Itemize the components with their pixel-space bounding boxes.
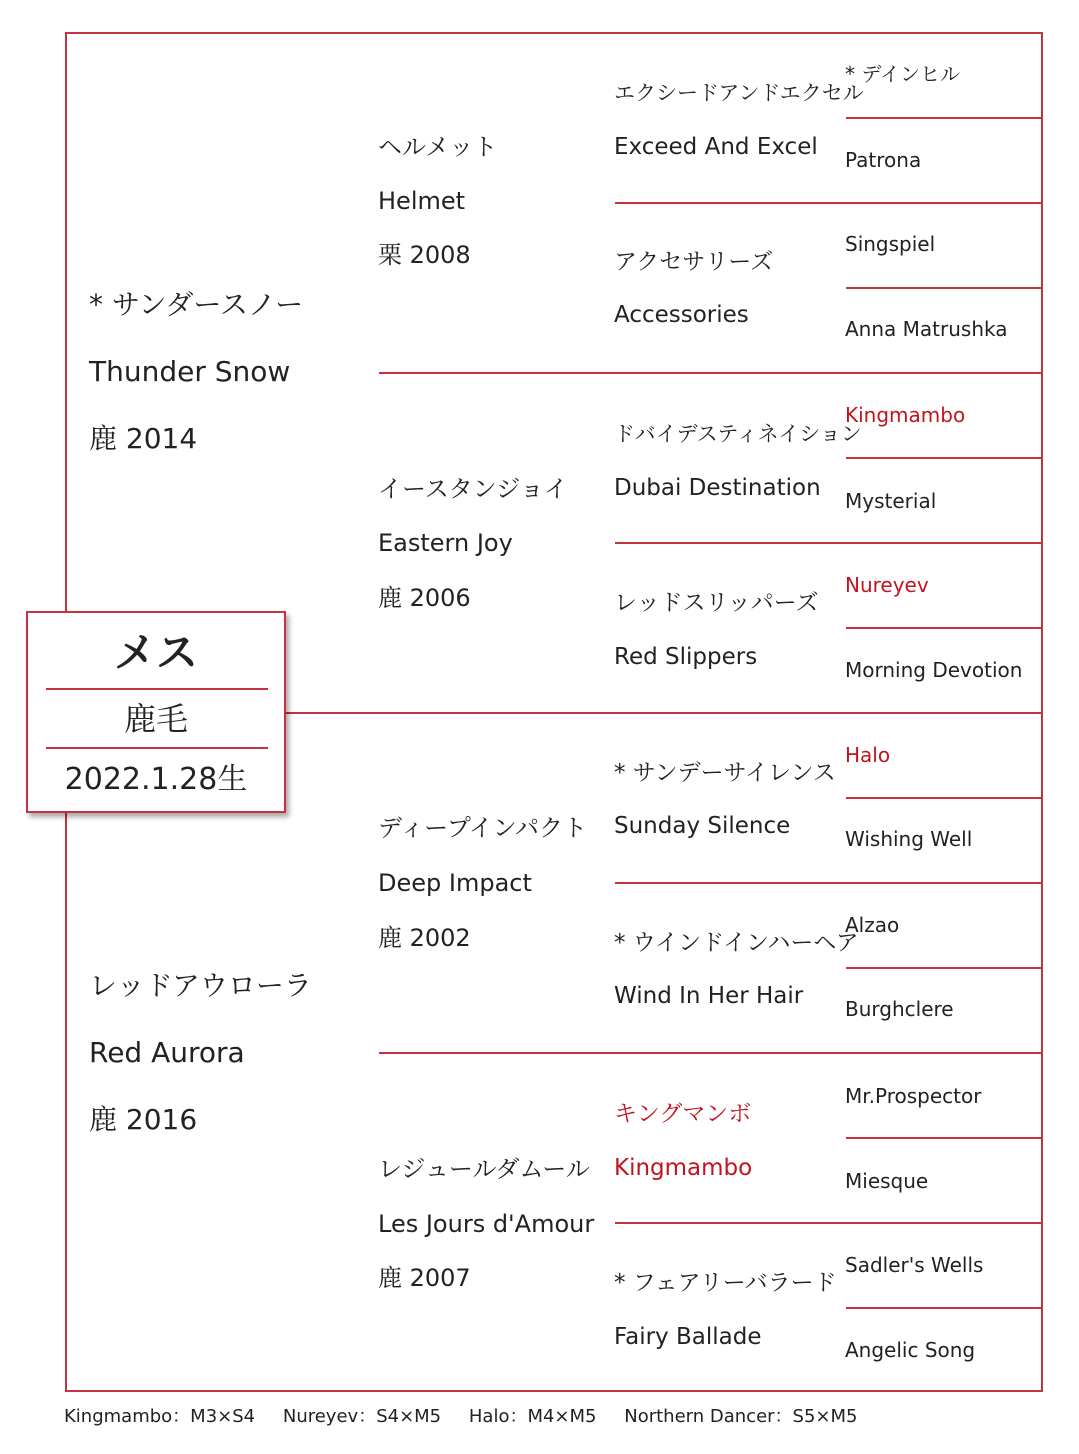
divider-gen3-3 bbox=[615, 882, 1043, 884]
gen4-15: Sadler's Wells bbox=[845, 1253, 984, 1277]
sire-sire-kana: ヘルメット bbox=[378, 133, 498, 161]
divider-gen2-top bbox=[379, 372, 1043, 374]
horse-coat: 鹿毛 bbox=[123, 700, 188, 738]
gen3-5-kana: * サンデーサイレンス bbox=[614, 760, 836, 786]
horse-box-divider-1 bbox=[46, 688, 268, 690]
gen4-12: Burghclere bbox=[845, 997, 954, 1021]
gen3-6-name: Wind In Her Hair bbox=[614, 983, 804, 1009]
sire-kana: * サンダースノー bbox=[89, 288, 304, 321]
gen4-3: Singspiel bbox=[845, 232, 936, 256]
inbreeding-northern-dancer: Northern Dancer：S5×M5 bbox=[624, 1406, 858, 1427]
divider-gen4-6 bbox=[846, 967, 1043, 969]
gen3-1-kana: エクシードアンドエクセル bbox=[614, 81, 864, 105]
dam-dam-info: 鹿 2007 bbox=[378, 1264, 471, 1292]
gen3-2-kana: アクセサリーズ bbox=[614, 249, 774, 275]
horse-birth: 2022.1.28生 bbox=[64, 762, 248, 797]
dam-sire-kana: ディープインパクト bbox=[378, 814, 588, 842]
gen3-5-name: Sunday Silence bbox=[614, 813, 791, 839]
dam-dam-kana: レジュールダムール bbox=[378, 1155, 590, 1183]
divider-gen4-1 bbox=[846, 117, 1043, 119]
sire-dam-kana: イースタンジョイ bbox=[378, 475, 568, 503]
sire-info: 鹿 2014 bbox=[89, 422, 198, 455]
dam-info: 鹿 2016 bbox=[89, 1103, 198, 1136]
dam-sire-name: Deep Impact bbox=[378, 869, 532, 897]
gen3-8-name: Fairy Ballade bbox=[614, 1324, 762, 1350]
gen3-6-kana: * ウインドインハーヘア bbox=[614, 930, 859, 956]
sire-dam-name: Eastern Joy bbox=[378, 529, 513, 557]
gen4-13: Mr.Prospector bbox=[845, 1084, 982, 1108]
divider-gen4-2 bbox=[846, 287, 1043, 289]
divider-gen3-2 bbox=[615, 542, 1043, 544]
sire-name: Thunder Snow bbox=[89, 355, 291, 388]
inbreeding-kingmambo: Kingmambo：M3×S4 bbox=[64, 1406, 256, 1427]
gen3-7-kana: キングマンボ bbox=[614, 1101, 752, 1127]
gen4-4: Anna Matrushka bbox=[845, 317, 1008, 341]
inbreeding-nureyev: Nureyev：S4×M5 bbox=[282, 1406, 442, 1427]
gen3-8-kana: * フェアリーバラード bbox=[614, 1270, 837, 1296]
gen4-5: Kingmambo bbox=[845, 403, 966, 427]
gen3-4-kana: レッドスリッパーズ bbox=[614, 590, 819, 616]
sire-sire-name: Helmet bbox=[378, 187, 466, 215]
gen4-9: Halo bbox=[845, 743, 891, 767]
horse-box-divider-2 bbox=[46, 747, 268, 749]
divider-sire-dam bbox=[286, 712, 1043, 714]
gen3-4-name: Red Slippers bbox=[614, 644, 758, 670]
dam-dam-name: Les Jours d'Amour bbox=[378, 1210, 595, 1238]
gen4-7: Nureyev bbox=[845, 573, 929, 597]
sire-sire-info: 栗 2008 bbox=[378, 241, 471, 269]
divider-gen4-8 bbox=[846, 1307, 1043, 1309]
gen3-3-kana: ドバイデスティネイション bbox=[614, 422, 862, 446]
gen4-2: Patrona bbox=[845, 148, 922, 172]
dam-sire-info: 鹿 2002 bbox=[378, 924, 471, 952]
gen4-6: Mysterial bbox=[845, 489, 937, 513]
dam-name: Red Aurora bbox=[89, 1036, 245, 1069]
divider-gen3-1 bbox=[615, 202, 1043, 204]
divider-gen4-7 bbox=[846, 1137, 1043, 1139]
divider-gen4-4 bbox=[846, 627, 1043, 629]
gen3-7-name: Kingmambo bbox=[614, 1155, 753, 1181]
inbreeding-footer bbox=[64, 1406, 880, 1428]
inbreeding-halo: Halo：M4×M5 bbox=[468, 1406, 597, 1427]
gen3-2-name: Accessories bbox=[614, 302, 749, 328]
gen3-3-name: Dubai Destination bbox=[614, 475, 821, 501]
dam-kana: レッドアウローラ bbox=[89, 969, 312, 1002]
gen4-11: Alzao bbox=[845, 913, 900, 937]
gen4-16: Angelic Song bbox=[845, 1338, 976, 1362]
sire-dam-info: 鹿 2006 bbox=[378, 584, 471, 612]
gen4-14: Miesque bbox=[845, 1169, 929, 1193]
horse-info-box bbox=[26, 611, 286, 813]
divider-gen4-3 bbox=[846, 457, 1043, 459]
horse-sex: メス bbox=[113, 628, 198, 677]
divider-gen2-bottom bbox=[379, 1052, 1043, 1054]
divider-gen3-4 bbox=[615, 1222, 1043, 1224]
gen3-1-name: Exceed And Excel bbox=[614, 134, 818, 160]
divider-gen4-5 bbox=[846, 797, 1043, 799]
gen4-1: * デインヒル bbox=[845, 62, 960, 86]
gen4-8: Morning Devotion bbox=[845, 658, 1023, 682]
gen4-10: Wishing Well bbox=[845, 827, 973, 851]
